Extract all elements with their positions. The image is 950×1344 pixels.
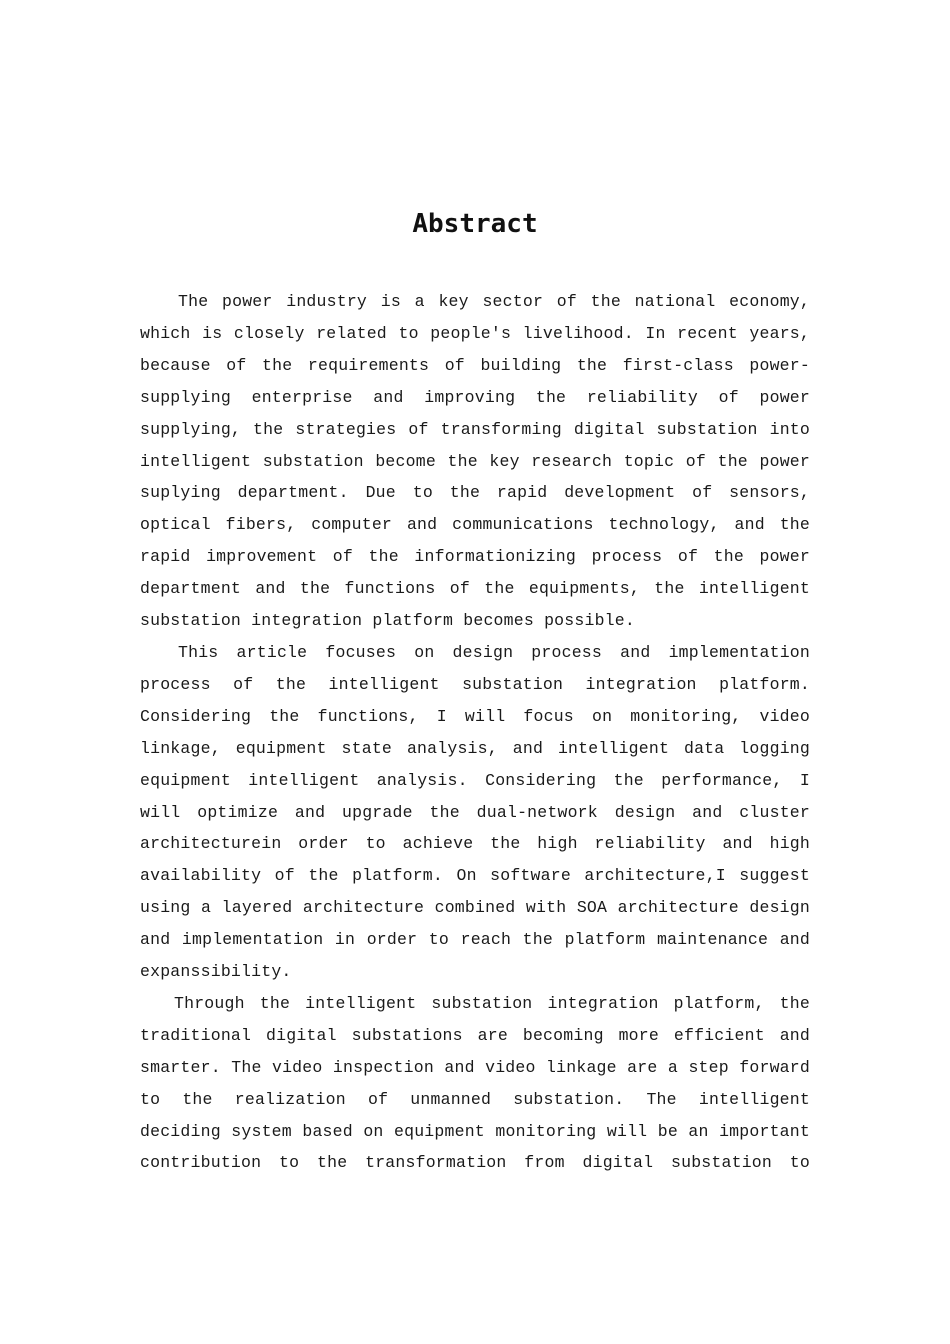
abstract-paragraph-2: This article focuses on design process and implementation process of the intelligent substation integration platform. Considering the functions, I will focus on monitoring, video linkage, equipment state analysis, and intelligent data logging equipment intelligent analysis. Considering the performance, I will optimize and upgrade the dual-network design and cluster architecturein order to achieve the high reliability and high availability of the platform. On software architecture,I suggest using a layered architecture combined with SOA architecture design and implementation in order to reach the platform maintenance and expanssibility. — [140, 642, 810, 982]
abstract-body — [140, 286, 810, 1179]
abstract-paragraph-1: The power industry is a key sector of the national economy, which is closely related to people's livelihood. In recent years, because of the requirements of building the first-class power-supplying enterprise and improving the reliability of power supplying, the strategies of transforming digital substation into intelligent substation become the key research topic of the power suplying department. Due to the rapid development of sensors, optical fibers, computer and communications technology, and the rapid improvement of the informationizing process of the power department and the functions of the equipments, the intelligent substation integration platform becomes possible. — [140, 292, 810, 631]
abstract-paragraph-3: Through the intelligent substation integration platform, the traditional digital substations are becoming more efficient and smarter. The video inspection and video linkage are a step forward to the realization of unmanned substation. The intelligent deciding system based on equipment monitoring will be an important contribution to the transformation from digital substation to — [140, 993, 810, 1173]
abstract-title: Abstract — [412, 209, 538, 239]
